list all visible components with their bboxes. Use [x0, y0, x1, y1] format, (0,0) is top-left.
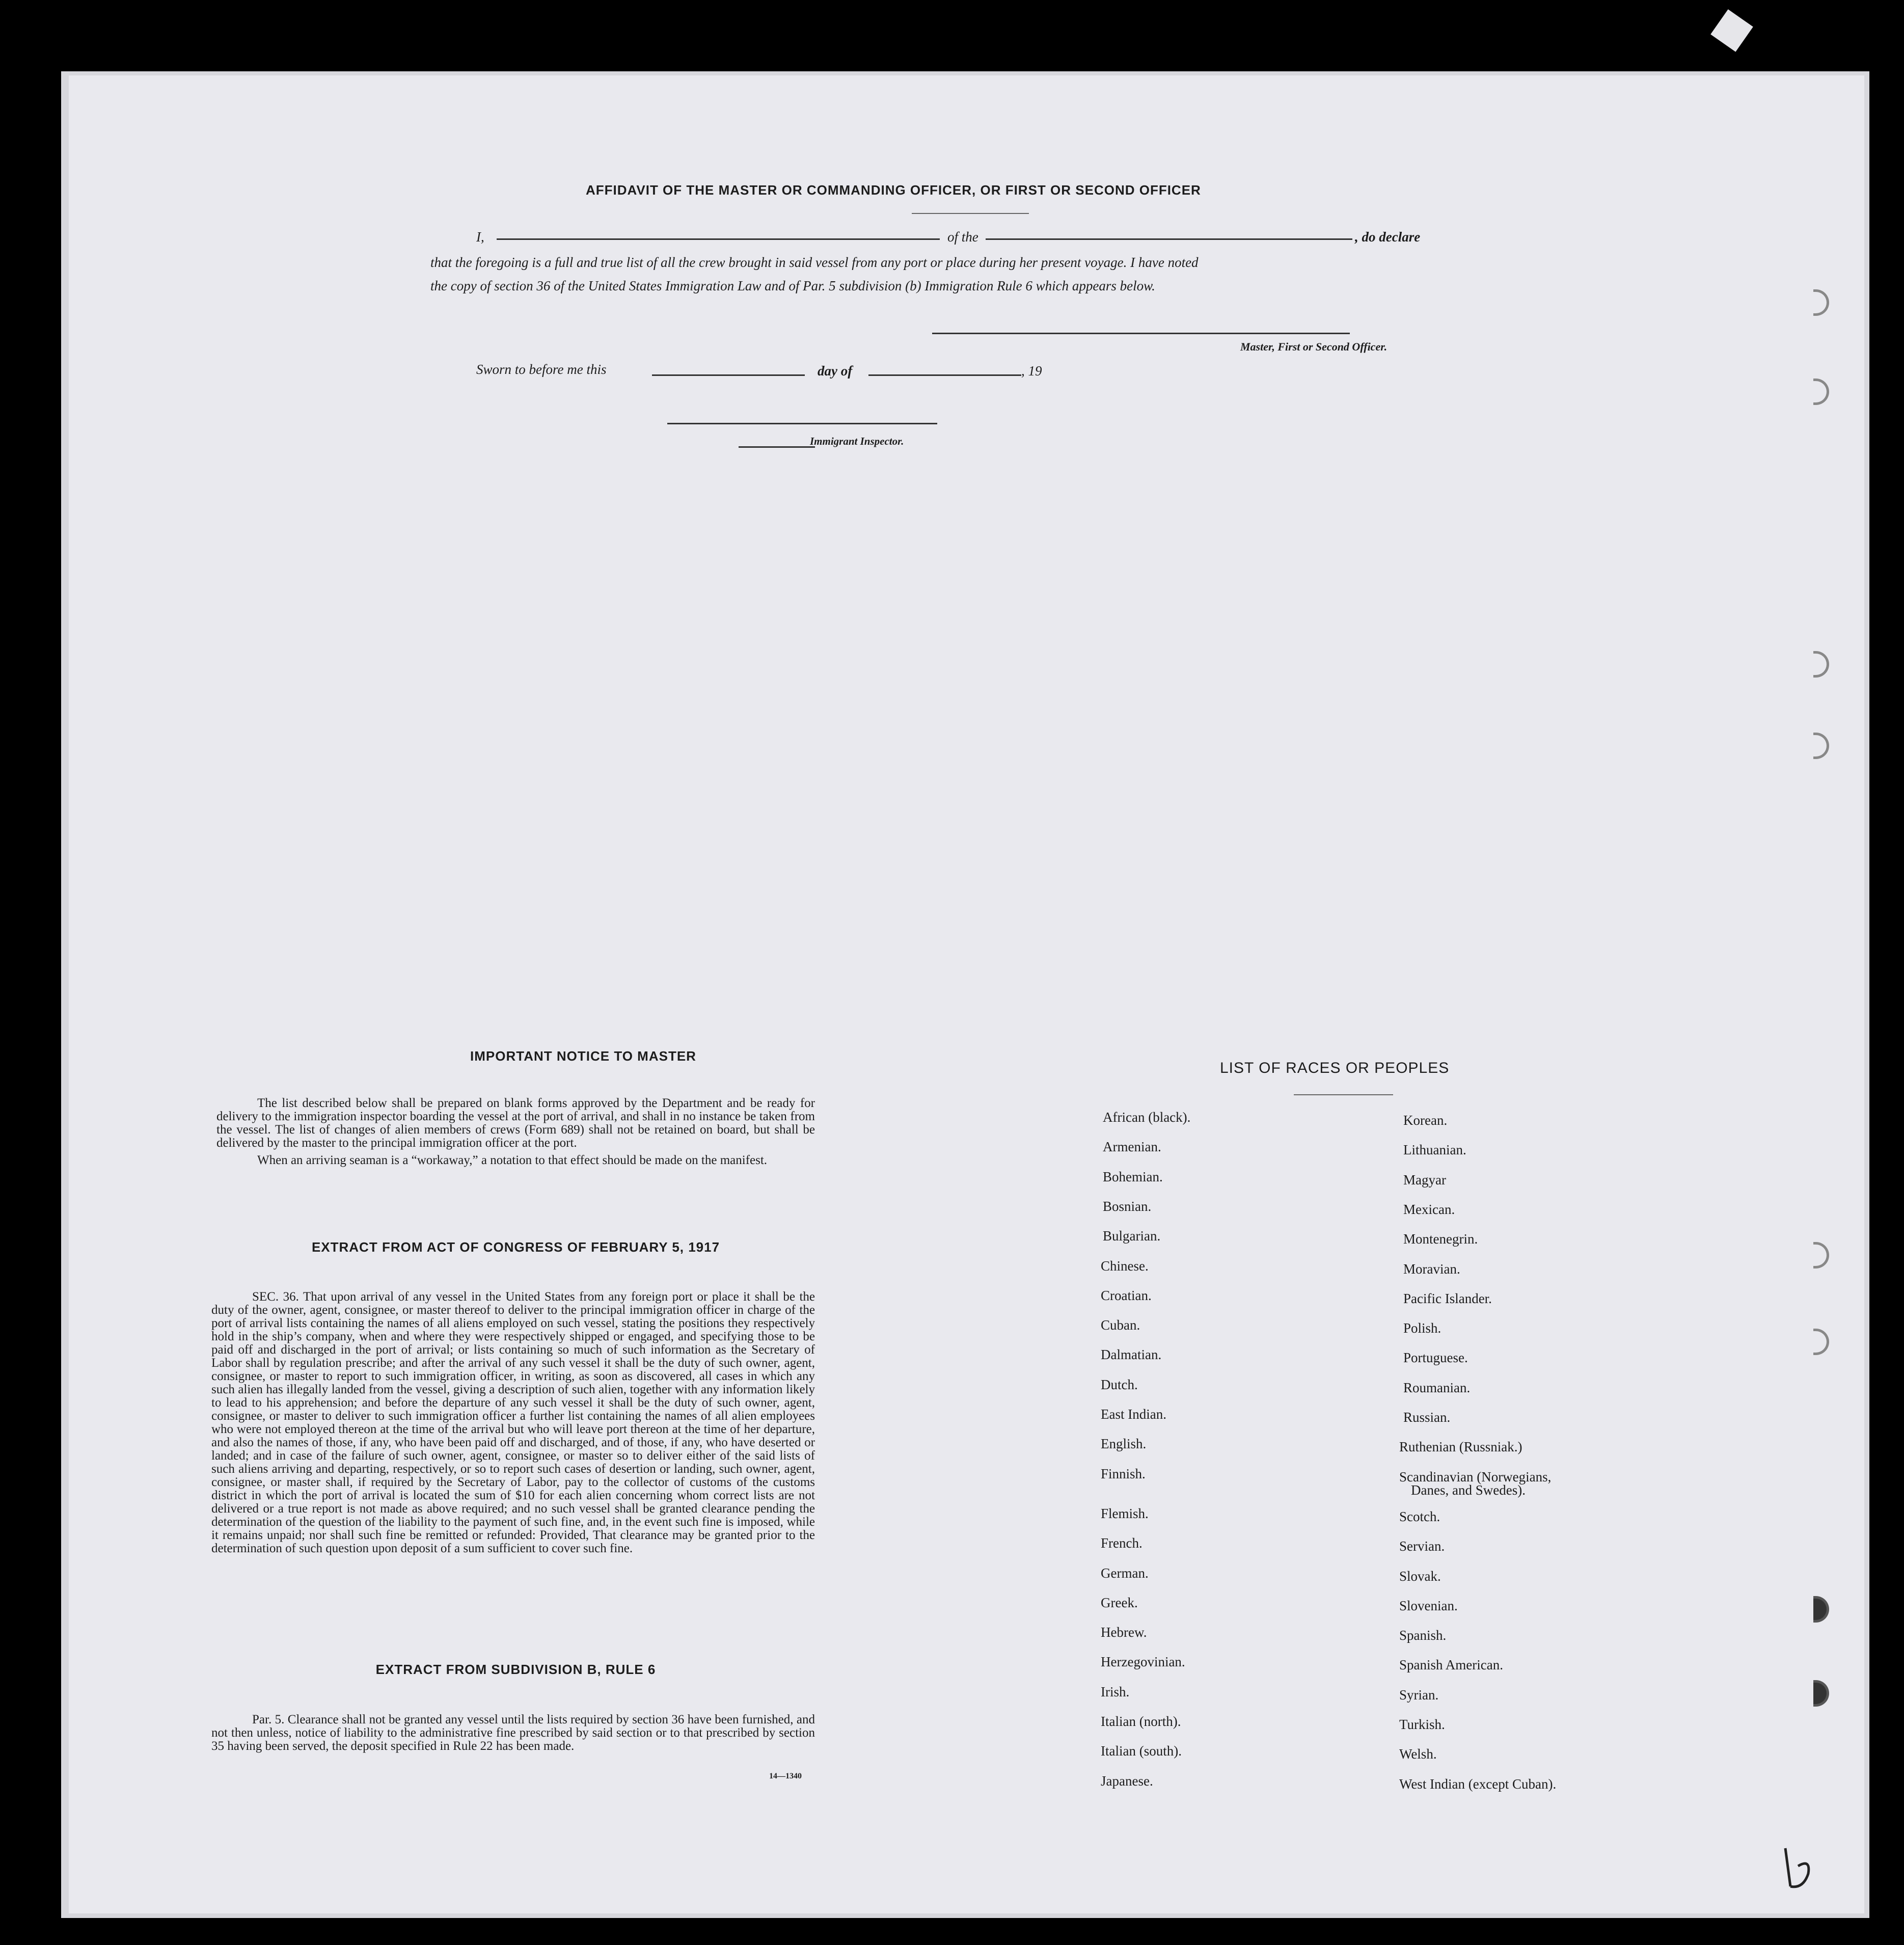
sworn-day-blank [652, 374, 805, 376]
race-item: Spanish. [1399, 1628, 1447, 1643]
race-item: French. [1101, 1535, 1143, 1551]
affidavit-i-label: I, [476, 229, 484, 245]
race-item: Moravian. [1403, 1261, 1460, 1277]
act-extract-title: EXTRACT FROM ACT OF CONGRESS OF FEBRUARY 5, 1917 [311, 1239, 720, 1255]
race-item: English. [1101, 1436, 1147, 1452]
race-item: Chinese. [1101, 1258, 1149, 1274]
affidavit-line-1: that the foregoing is a full and true list of all the crew brought in said vessel from any port or place during her present voyage. I have noted [430, 255, 1199, 270]
race-item: Croatian. [1101, 1287, 1152, 1303]
notice-title: IMPORTANT NOTICE TO MASTER [470, 1048, 696, 1064]
race-item: Korean. [1403, 1113, 1448, 1128]
race-item: Italian (south). [1101, 1743, 1182, 1759]
race-item: Mexican. [1403, 1201, 1455, 1217]
inspector-signature-line [667, 423, 937, 424]
notice-paragraph-2: When an arriving seaman is a “workaway,” a notation to that effect should be made on the manifest. [257, 1153, 768, 1167]
race-item: Welsh. [1399, 1746, 1437, 1762]
race-item: Japanese. [1101, 1773, 1153, 1789]
race-item: Scotch. [1399, 1508, 1440, 1524]
punch-hole [1813, 733, 1829, 759]
torn-paper-fragment [1710, 9, 1753, 52]
form-number: 14—1340 [769, 1772, 802, 1780]
race-item: Montenegrin. [1403, 1231, 1478, 1247]
affidavit-declare-label: , do declare [1355, 229, 1421, 245]
race-item: Magyar [1403, 1172, 1446, 1187]
affidavit-of-the-label: of the [947, 229, 978, 245]
race-item: Ruthenian (Russniak.) [1399, 1439, 1522, 1455]
race-item: Flemish. [1101, 1505, 1149, 1521]
race-item: Portuguese. [1403, 1350, 1468, 1366]
inspector-short-line [739, 446, 815, 448]
race-item: Servian. [1399, 1538, 1445, 1554]
race-item: Pacific Islander. [1403, 1290, 1492, 1306]
race-item: Bulgarian. [1103, 1228, 1161, 1244]
rule-extract-text: Par. 5. Clearance shall not be granted any vessel until the lists required by section 36 have been furnished, and not then unless, notice of liability to the administrative fine prescribed by said section or to that prescribed by section 35 having been served, the deposit specified in Rule 22 has been made. [211, 1713, 815, 1753]
race-item: Irish. [1101, 1684, 1130, 1699]
race-item: Slovenian. [1399, 1598, 1458, 1613]
race-item: Scandinavian (Norwegians, [1399, 1469, 1552, 1484]
act-extract-body [211, 1290, 815, 1555]
race-item: Slovak. [1399, 1568, 1441, 1584]
race-item: East Indian. [1101, 1407, 1166, 1422]
race-item: Hebrew. [1101, 1625, 1147, 1640]
sworn-label: Sworn to before me this [476, 362, 607, 377]
race-item: Greek. [1101, 1595, 1138, 1610]
race-item: Dutch. [1101, 1376, 1138, 1392]
race-item: Syrian. [1399, 1687, 1439, 1703]
notice-paragraph-1: The list described below shall be prepared on blank forms approved by the Department and be ready for delivery to the immigration inspector boarding the vessel at the port of arrival, and shall in no instance be taken from the vessel. The list of changes of alien members of crews (Form 689) shall not be retained on board, but shall be delivered by the master to the principal immigration officer at the port. [216, 1096, 815, 1150]
punch-hole [1813, 1596, 1829, 1623]
race-item: Lithuanian. [1403, 1142, 1466, 1158]
race-item: Roumanian. [1403, 1380, 1471, 1395]
vessel-blank [986, 238, 1352, 240]
race-item: Spanish American. [1399, 1657, 1503, 1673]
month-blank [868, 374, 1021, 376]
race-item: Turkish. [1399, 1717, 1445, 1732]
name-blank [497, 238, 940, 240]
race-item: Cuban. [1101, 1317, 1140, 1333]
year-label: , 19 [1021, 363, 1042, 379]
document-page [69, 75, 1864, 1913]
punch-hole [1813, 379, 1829, 405]
inspector-caption: Immigrant Inspector. [810, 435, 904, 447]
race-item: Armenian. [1103, 1139, 1161, 1155]
affidavit-line-2: the copy of section 36 of the United States Immigration Law and of Par. 5 subdivision (b) Immigration Rule 6 which appears below. [430, 278, 1155, 293]
affidavit-title-rule [912, 213, 1029, 214]
notice-body [216, 1097, 815, 1167]
rule-extract-title: EXTRACT FROM SUBDIVISION B, RULE 6 [375, 1662, 656, 1677]
race-item: West Indian (except Cuban). [1399, 1776, 1557, 1792]
day-of-label: day of [818, 363, 853, 379]
punch-hole [1813, 1242, 1829, 1268]
punch-hole [1813, 1329, 1829, 1355]
race-item: Russian. [1403, 1410, 1451, 1425]
signature-caption: Master, First or Second Officer. [1240, 340, 1388, 353]
affidavit-title: AFFIDAVIT OF THE MASTER OR COMMANDING OFFICER, OR FIRST OR SECOND OFFICER [586, 182, 1201, 198]
race-item: Finnish. [1101, 1466, 1146, 1481]
races-title: LIST OF RACES OR PEOPLES [1220, 1060, 1450, 1076]
race-item: German. [1101, 1565, 1149, 1581]
punch-hole [1813, 651, 1829, 678]
handwritten-mark [1780, 1838, 1821, 1894]
punch-hole [1813, 289, 1829, 316]
race-item: Polish. [1403, 1320, 1441, 1336]
race-item: Bohemian. [1103, 1169, 1163, 1184]
race-item: Italian (north). [1101, 1714, 1181, 1729]
rule-extract-body [211, 1713, 815, 1753]
signature-line [932, 333, 1350, 334]
race-item-continuation: Danes, and Swedes). [1411, 1482, 1526, 1498]
punch-hole [1813, 1680, 1829, 1707]
race-item: Dalmatian. [1101, 1347, 1162, 1363]
act-extract-text: SEC. 36. That upon arrival of any vessel in the United States from any foreign port or place it shall be the duty of the owner, agent, consignee, or master thereof to deliver to the principal immigration officer in charge of the port of arrival lists containing the names of all aliens employed on such vessel, stating the positions they respectively hold in the ship’s company, when and where they were respectively shipped or engaged, and specifying those to be paid off and discharged in the port of arrival; or lists containing so much of such information as the Secretary of Labor shall by regulation prescribe; and after the arrival of any such vessel it shall be the duty of such owner, agent, consignee, or master to report to such immigration officer, in writing, as soon as discovered, all cases in which any such alien has illegally landed from the vessel, giving a description of such alien, together with any information likely to lead to his apprehension; and before the departure of any such vessel it shall be the duty of such owner, agent, consignee, or master to deliver to such immigration officer a further list containing the names of all alien employees who were not employed thereon at the time of the arrival but who will leave port thereon at the time of her departure, and also the names of those, if any, who have been paid off and discharged, and of those, if any, who have deserted or landed; and in case of the failure of such owner, agent, consignee, or master so to deliver either of the said lists of such aliens arriving and departing, respectively, or so to report such cases of desertion or landing, such owner, agent, consignee, or master shall, if required by the Secretary of Labor, pay to the collector of customs of the customs district in which the port of arrival is located the sum of $10 for each alien concerning whom correct lists are not delivered or a true report is not made as above required; and no such vessel shall be granted clearance pending the determination of the question of the liability to the payment of such fine, and, in the event such fine is imposed, while it remains unpaid; nor shall such fine be remitted or refunded: Provided, That clearance may be granted prior to the determination of such question upon deposit of a sum sufficient to cover such fine. [211, 1290, 815, 1555]
race-item: African (black). [1103, 1110, 1191, 1125]
races-title-rule [1294, 1094, 1393, 1095]
race-item: Herzegovinian. [1101, 1654, 1185, 1670]
race-item: Bosnian. [1103, 1198, 1152, 1214]
